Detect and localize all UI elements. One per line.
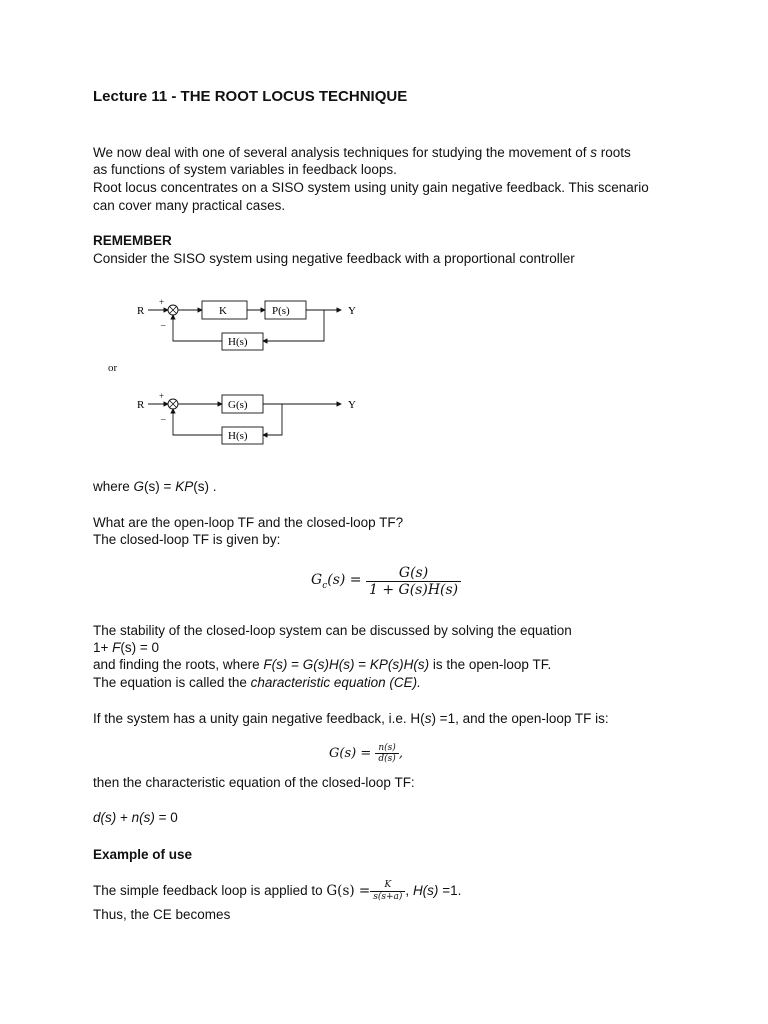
eq-lhs: G <box>311 572 323 589</box>
input-label-r: R <box>137 305 145 317</box>
symbol-h: H(s) <box>412 883 439 898</box>
symbol-kp: KP <box>175 479 194 494</box>
feedback-return-wire <box>173 409 222 435</box>
question-line-2: The closed-loop TF is given by: <box>93 532 281 547</box>
stability-text: The equation is called the <box>93 675 251 690</box>
minus-sign: – <box>161 414 166 424</box>
feedback-wire <box>263 404 282 435</box>
symbol-d: d(s) <box>93 810 117 825</box>
intro-line-2: as functions of system variables in feedback loops. <box>93 162 397 177</box>
remember-text: Consider the SISO system using negative feedback with a proportional controller <box>93 251 575 266</box>
h-block-label: H(s) <box>228 430 248 442</box>
stability-text: and finding the roots, where <box>93 657 264 672</box>
symbol-kph: KP(s)H(s) <box>369 657 430 672</box>
plus-sign: + <box>159 391 165 401</box>
example-line-2: Thus, the CE becomes <box>93 907 231 922</box>
intro-line-3: Root locus concentrates on a SISO system using unity gain negative feedback. This scenario <box>93 180 649 195</box>
symbol-g: G(s) = <box>326 883 371 899</box>
summing-junction <box>168 305 178 315</box>
stability-text: 1+ <box>93 640 113 655</box>
example-text: =1. <box>438 883 462 898</box>
intro-line-1 <box>93 144 631 162</box>
ce-text: then the characteristic equation of the closed-loop TF: <box>93 775 415 790</box>
stability-text: = <box>354 657 370 672</box>
eq-subscript: c <box>322 580 328 591</box>
stability-text: ) =1, and the open-loop TF is: <box>431 711 609 726</box>
eq-lhs-rest: (s) = <box>327 572 362 589</box>
symbol-gh: G(s)H(s) <box>302 657 355 672</box>
page-title: Lecture 11 - THE ROOT LOCUS TECHNIQUE <box>93 88 408 105</box>
stability-line-5 <box>93 710 609 728</box>
intro-text: We now deal with one of several analysis techniques for studying the movement of <box>93 145 591 160</box>
eq-numerator: n(s) <box>378 743 396 753</box>
example-numerator: K <box>384 879 392 890</box>
p-block-label: P(s) <box>272 305 290 317</box>
ce-plus: + <box>116 810 132 825</box>
plus-sign: + <box>159 297 165 307</box>
open-loop-equation <box>329 743 403 764</box>
eq-denominator: 1 + G(s)H(s) <box>366 581 461 598</box>
ce-equation <box>93 809 178 827</box>
ce-equals: = 0 <box>154 810 178 825</box>
eq-lhs: G(s) = <box>329 746 372 761</box>
example-heading: Example of use <box>93 847 193 862</box>
intro-line-4: can cover many practical cases. <box>93 198 286 213</box>
stability-line-4 <box>93 674 421 692</box>
symbol-f-s: F(s) <box>263 657 288 672</box>
stability-line-1: The stability of the closed-loop system can be discussed by solving the equation <box>93 623 572 638</box>
stability-text: = <box>287 657 303 672</box>
stability-text: If the system has a unity gain negative feedback, i.e. H( <box>93 711 425 726</box>
eq-denominator: d(s) <box>375 753 398 764</box>
minus-sign: – <box>161 320 166 330</box>
intro-s-symbol: s <box>590 145 598 160</box>
symbol-f: F <box>112 640 121 655</box>
where-text: (s) = <box>144 479 176 494</box>
example-text: , <box>405 883 413 898</box>
k-block-label: K <box>219 305 227 317</box>
stability-text: is the open-loop TF. <box>429 657 552 672</box>
stability-text: (s) = 0 <box>120 640 160 655</box>
output-label-y: Y <box>348 305 356 317</box>
g-block-label: G(s) <box>228 399 248 411</box>
or-label: or <box>108 362 118 374</box>
symbol-n: n(s) <box>131 810 155 825</box>
closed-loop-equation <box>311 565 461 598</box>
question-line-1: What are the open-loop TF and the closed-loop TF? <box>93 515 404 530</box>
input-label-r: R <box>137 399 145 411</box>
example-line-1 <box>93 878 461 904</box>
output-label-y: Y <box>348 399 356 411</box>
example-denominator: s(s+a) <box>370 891 405 903</box>
eq-numerator: G(s) <box>398 565 429 581</box>
eq-tail: , <box>398 746 403 761</box>
symbol-g: G <box>133 479 145 494</box>
where-text: (s) . <box>193 479 217 494</box>
h-block-label: H(s) <box>228 336 248 348</box>
where-line <box>93 478 216 496</box>
characteristic-equation-term: characteristic equation (CE). <box>250 675 421 690</box>
example-text: The simple feedback loop is applied to <box>93 883 327 898</box>
block-diagram-1 <box>100 293 380 355</box>
block-diagram-2 <box>100 387 380 449</box>
stability-line-3 <box>93 656 551 674</box>
stability-line-2 <box>93 639 159 657</box>
where-text: where <box>93 479 134 494</box>
symbol-s: s <box>424 711 432 726</box>
intro-text: roots <box>597 145 631 160</box>
summing-junction <box>168 399 178 409</box>
remember-heading: REMEMBER <box>93 233 172 248</box>
